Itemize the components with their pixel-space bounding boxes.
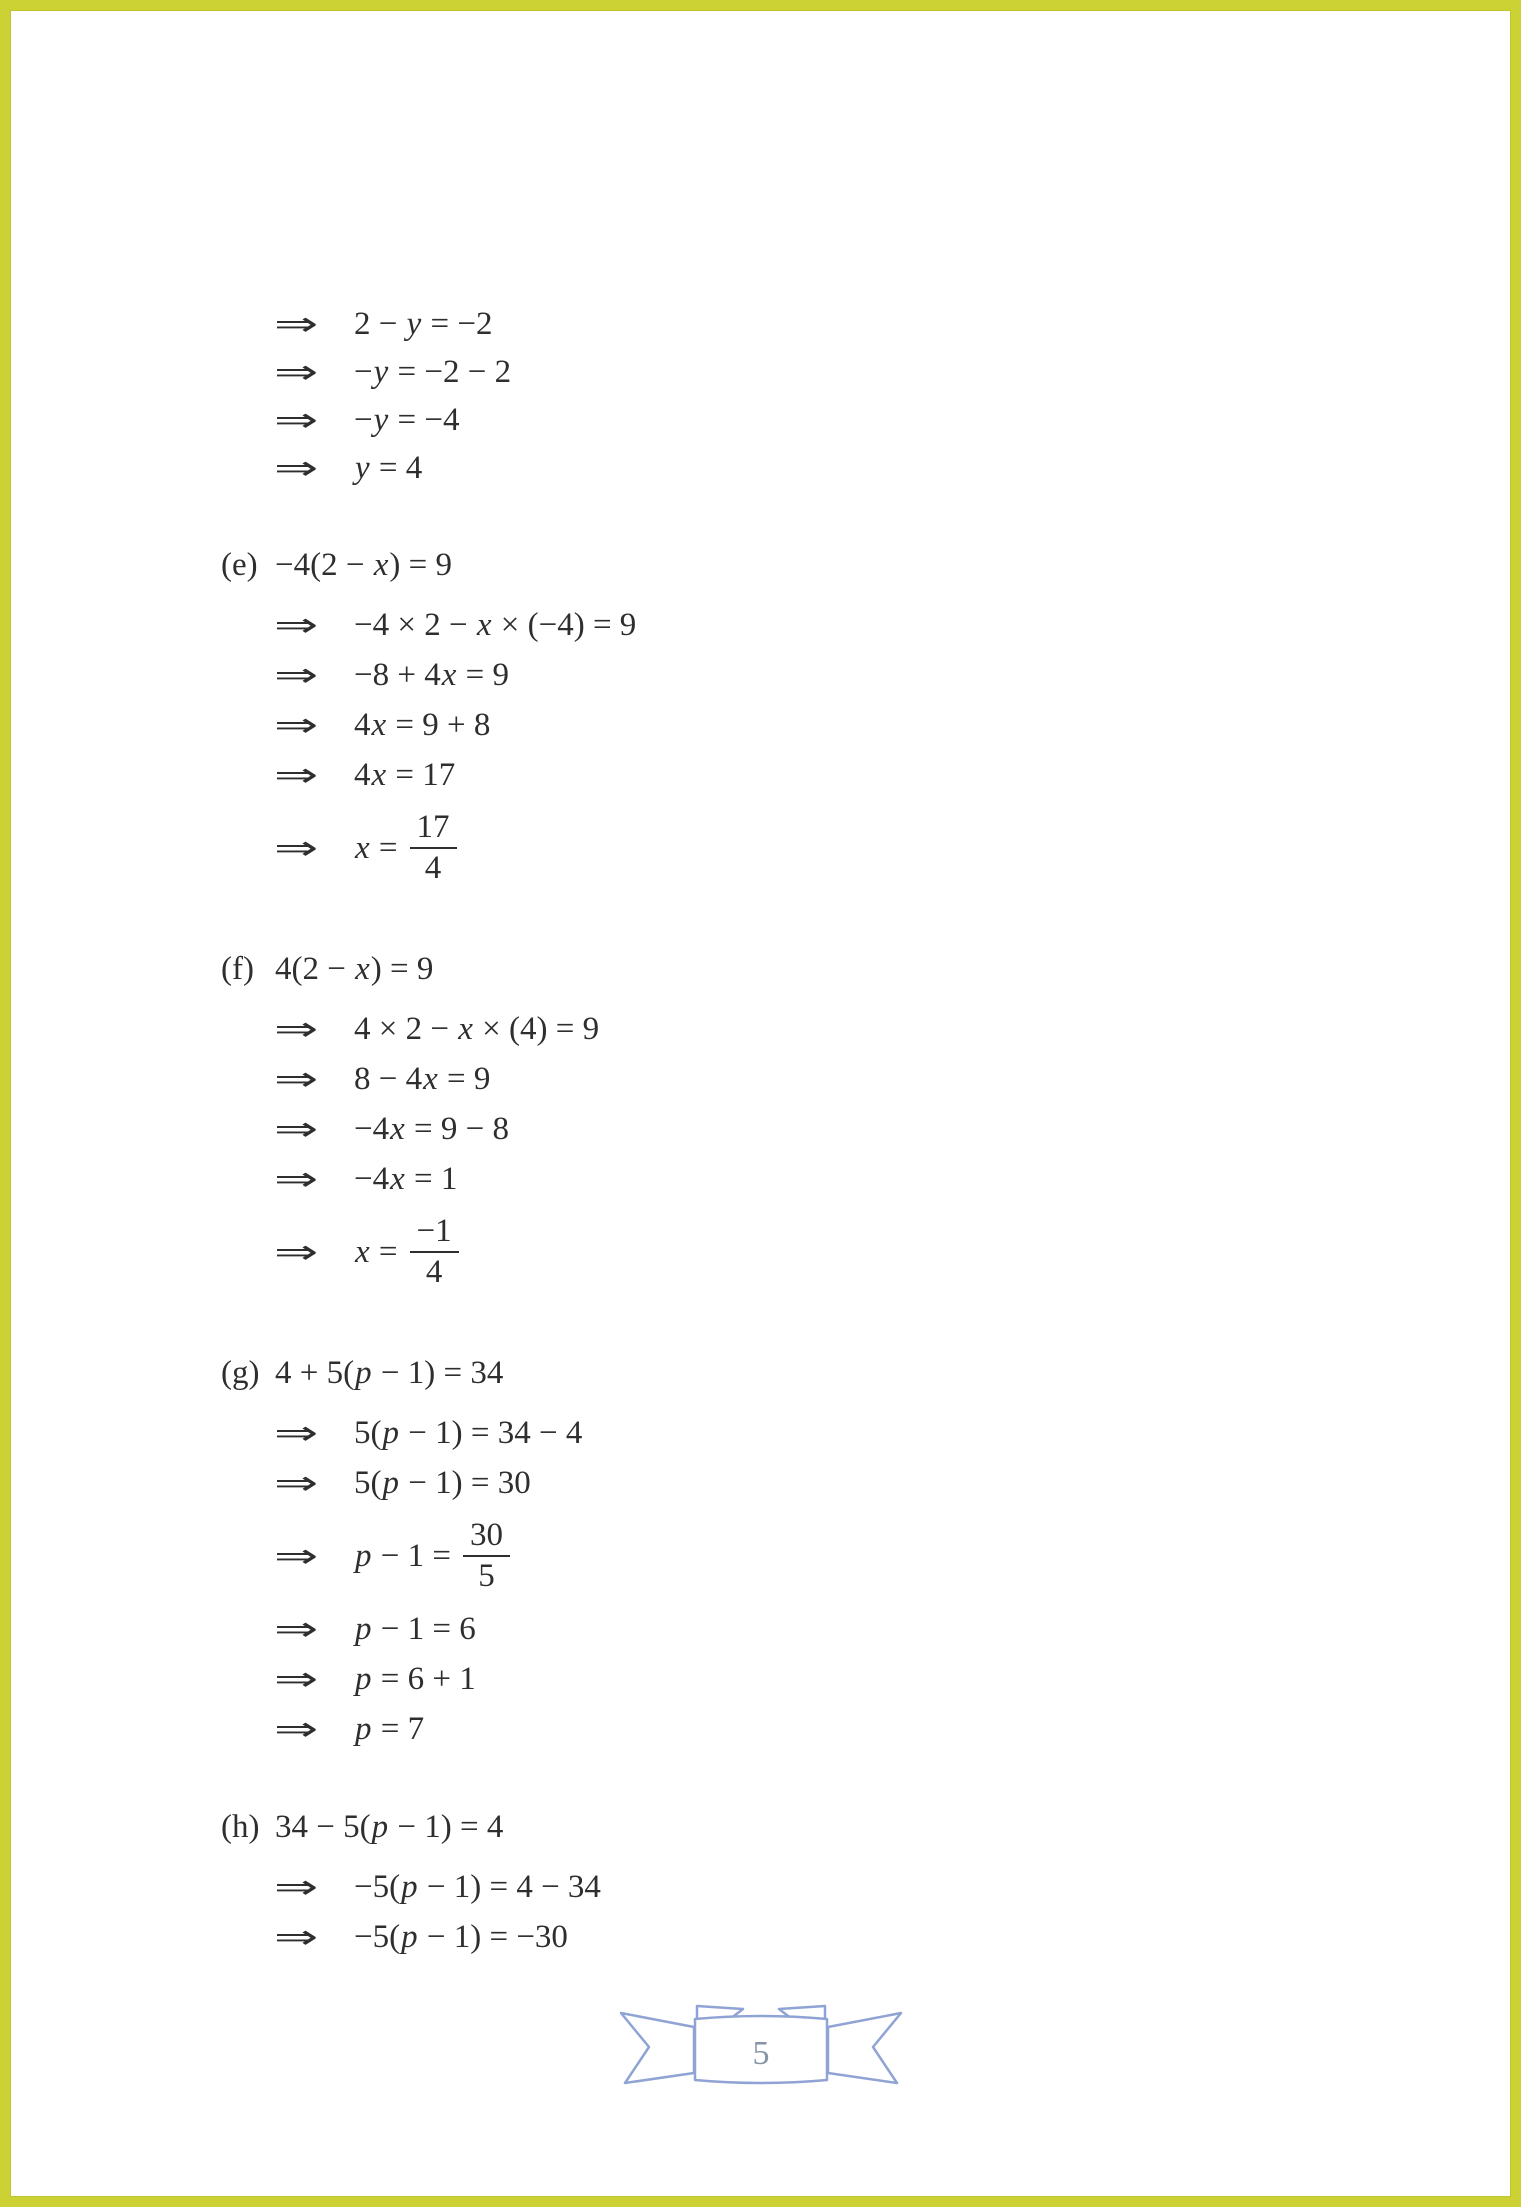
implies-arrow	[274, 448, 354, 488]
implies-arrow	[274, 304, 354, 344]
solution-step-row	[221, 1704, 1321, 1754]
solution-step-row	[221, 1508, 1321, 1604]
solution-section	[221, 944, 1321, 1300]
ribbon-left-flag	[621, 2013, 694, 2083]
equation-text: 8 − 4x = 9	[354, 1060, 491, 1097]
fraction-numerator: −1	[410, 1213, 459, 1253]
section-heading	[221, 1348, 1321, 1398]
solution-step-row	[221, 1654, 1321, 1704]
equation-text: 5(p − 1) = 34 − 4	[354, 1414, 583, 1451]
equation-text: y = 4	[355, 449, 423, 486]
equation-text: −4x = 1	[354, 1160, 458, 1197]
section-label: (e)	[221, 546, 258, 583]
solution-step-row	[221, 444, 1321, 492]
equation-text: −8 + 4x = 9	[354, 656, 510, 693]
implies-arrow-symbol: ⇒	[274, 708, 319, 744]
section-label: (g)	[221, 1354, 260, 1391]
implies-arrow-symbol: ⇒	[274, 1112, 319, 1148]
section-heading	[221, 944, 1321, 994]
solution-step-row	[221, 800, 1321, 896]
solution-step-row	[221, 1458, 1321, 1508]
implies-arrow	[274, 1232, 354, 1272]
implies-arrow	[274, 828, 354, 868]
solution-step-row	[221, 1004, 1321, 1054]
equation-text: −5(p − 1) = 4 − 34	[354, 1868, 601, 1905]
implies-arrow	[274, 1109, 354, 1149]
implies-arrow	[274, 655, 354, 695]
implies-arrow-symbol: ⇒	[274, 1662, 319, 1698]
implies-arrow	[274, 1159, 354, 1199]
ribbon-right-flag	[828, 2013, 901, 2083]
implies-arrow	[274, 400, 354, 440]
equation-text: −y = −2 − 2	[354, 353, 512, 390]
fraction-numerator: 30	[463, 1517, 510, 1557]
equation-text: 4x = 9 + 8	[354, 706, 491, 743]
solution-step-row	[221, 1862, 1321, 1912]
implies-arrow-symbol: ⇒	[274, 1920, 319, 1956]
implies-arrow	[274, 755, 354, 795]
solution-sections	[221, 540, 1321, 1962]
implies-arrow-symbol: ⇒	[274, 451, 319, 487]
equation-text: 2 − y = −2	[354, 305, 493, 342]
section-label: (f)	[221, 950, 254, 987]
fraction	[410, 1213, 459, 1291]
section-equation: 4(2 − x) = 9	[275, 950, 434, 987]
equation-text: −5(p − 1) = −30	[354, 1918, 568, 1955]
equation-text: −4x = 9 − 8	[354, 1110, 510, 1147]
implies-arrow-symbol: ⇒	[274, 758, 319, 794]
implies-arrow	[274, 1413, 354, 1453]
solution-step-row	[221, 650, 1321, 700]
fraction-numerator: 17	[410, 809, 457, 849]
implies-arrow	[274, 1609, 354, 1649]
implies-arrow-symbol: ⇒	[274, 1539, 319, 1575]
section-steps	[221, 1408, 1321, 1754]
solution-step-row	[221, 348, 1321, 396]
implies-arrow	[274, 352, 354, 392]
implies-arrow-symbol: ⇒	[274, 1416, 319, 1452]
implies-arrow-symbol: ⇒	[274, 1712, 319, 1748]
implies-arrow-symbol: ⇒	[274, 1235, 319, 1271]
solution-step-row	[221, 700, 1321, 750]
implies-arrow-symbol: ⇒	[274, 1466, 319, 1502]
equation-text: 4 × 2 − x × (4) = 9	[354, 1010, 600, 1047]
solutions-content	[221, 300, 1321, 1962]
implies-arrow-symbol: ⇒	[274, 1162, 319, 1198]
solution-step-row	[221, 1054, 1321, 1104]
fraction	[410, 809, 457, 887]
section-steps	[221, 1004, 1321, 1300]
implies-arrow	[274, 1917, 354, 1957]
solution-step-row	[221, 1408, 1321, 1458]
section-equation: 4 + 5(p − 1) = 34	[275, 1354, 504, 1391]
implies-arrow-symbol: ⇒	[274, 355, 319, 391]
equation-text: p = 6 + 1	[355, 1660, 476, 1697]
solution-step-row	[221, 396, 1321, 444]
implies-arrow	[274, 1659, 354, 1699]
solution-step-row	[221, 1912, 1321, 1962]
fraction-prefix: x =	[355, 829, 398, 866]
implies-arrow-symbol: ⇒	[274, 1012, 319, 1048]
implies-arrow-symbol: ⇒	[274, 1612, 319, 1648]
implies-arrow-symbol: ⇒	[274, 1062, 319, 1098]
page-number: 5	[752, 2035, 769, 2072]
solution-step-row	[221, 300, 1321, 348]
fraction-prefix: x =	[355, 1233, 398, 1270]
solution-step-row	[221, 1604, 1321, 1654]
solution-step-row	[221, 1104, 1321, 1154]
section-steps	[221, 1862, 1321, 1962]
fraction-prefix: p − 1 =	[355, 1537, 451, 1574]
implies-arrow	[274, 1463, 354, 1503]
implies-arrow	[274, 1059, 354, 1099]
fraction-denominator: 4	[425, 1254, 443, 1290]
equation-text: −4 × 2 − x × (−4) = 9	[354, 606, 637, 643]
equation-text: 5(p − 1) = 30	[354, 1464, 531, 1501]
section-label: (h)	[221, 1808, 260, 1845]
solution-step-row	[221, 600, 1321, 650]
solution-step-row	[221, 750, 1321, 800]
equation-text: 4x = 17	[354, 756, 456, 793]
solution-step-row	[221, 1154, 1321, 1204]
implies-arrow-symbol: ⇒	[274, 831, 319, 867]
equation-text: −y = −4	[354, 401, 460, 438]
implies-arrow-symbol: ⇒	[274, 608, 319, 644]
implies-arrow	[274, 1867, 354, 1907]
section-equation: 34 − 5(p − 1) = 4	[275, 1808, 504, 1845]
ribbon-graphic	[611, 1993, 911, 2103]
implies-arrow-symbol: ⇒	[274, 307, 319, 343]
fraction-denominator: 5	[478, 1558, 495, 1594]
section-equation: −4(2 − x) = 9	[275, 546, 452, 583]
solution-section	[221, 1802, 1321, 1962]
intro-steps	[221, 300, 1321, 492]
section-heading	[221, 1802, 1321, 1852]
fraction-denominator: 4	[424, 850, 442, 886]
section-steps	[221, 600, 1321, 896]
fraction	[463, 1517, 510, 1595]
equation-text: p − 1 = 6	[355, 1610, 476, 1647]
page-number-ribbon	[611, 1993, 911, 2108]
implies-arrow-symbol: ⇒	[274, 658, 319, 694]
solution-section	[221, 1348, 1321, 1754]
section-heading	[221, 540, 1321, 590]
solution-step-row	[221, 1204, 1321, 1300]
implies-arrow	[274, 1709, 354, 1749]
implies-arrow-symbol: ⇒	[274, 403, 319, 439]
implies-arrow	[274, 705, 354, 745]
implies-arrow	[274, 1009, 354, 1049]
implies-arrow	[274, 1536, 354, 1576]
implies-arrow-symbol: ⇒	[274, 1870, 319, 1906]
solution-section	[221, 540, 1321, 896]
equation-text: p = 7	[355, 1710, 425, 1747]
implies-arrow	[274, 605, 354, 645]
